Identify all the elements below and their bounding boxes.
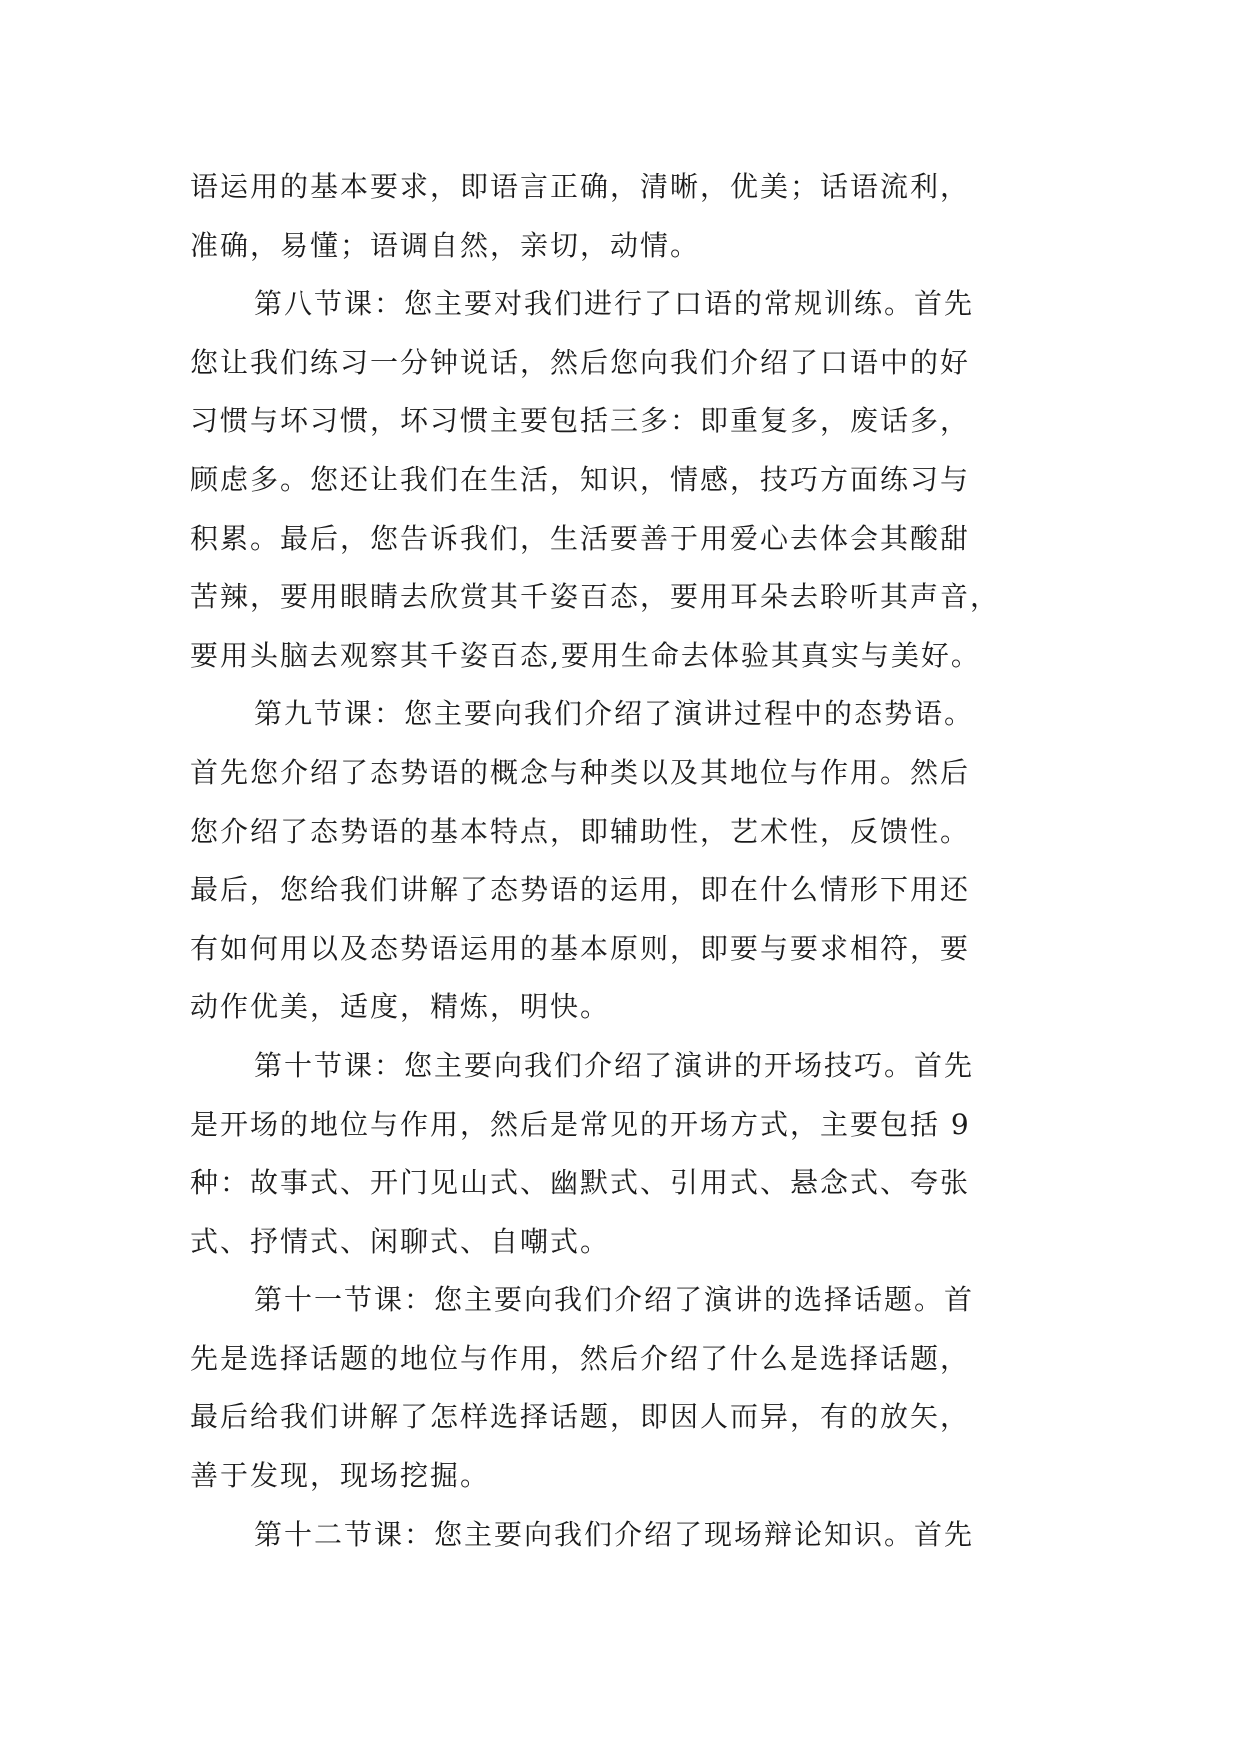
text-line: 最后给我们讲解了怎样选择话题，即因人而异，有的放矢， xyxy=(190,1400,971,1434)
text-line: 准确，易懂；语调自然，亲切，动情。 xyxy=(190,228,701,262)
text-line: 式、抒情式、闲聊式、自嘲式。 xyxy=(190,1224,611,1258)
paragraph-first-line: 第十一节课：您主要向我们介绍了演讲的选择话题。首 xyxy=(254,1283,975,1317)
text-line: 您让我们练习一分钟说话，然后您向我们介绍了口语中的好 xyxy=(190,345,971,379)
body-text xyxy=(190,158,1054,1564)
text-line: 最后，您给我们讲解了态势语的运用，即在什么情形下用还 xyxy=(190,873,971,907)
paragraph-first-line: 第十节课：您主要向我们介绍了演讲的开场技巧。首先 xyxy=(254,1048,975,1082)
text-line: 动作优美，适度，精炼，明快。 xyxy=(190,990,611,1024)
text-line: 苦辣，要用眼睛去欣赏其千姿百态，要用耳朵去聆听其声音， xyxy=(190,580,1001,614)
paragraph-first-line: 第九节课：您主要向我们介绍了演讲过程中的态势语。 xyxy=(254,697,975,731)
text-line: 是开场的地位与作用，然后是常见的开场方式，主要包括 9 xyxy=(190,1107,971,1141)
paragraph-first-line: 第十二节课：您主要向我们介绍了现场辩论知识。首先 xyxy=(254,1517,975,1551)
paragraph-first-line: 第八节课：您主要对我们进行了口语的常规训练。首先 xyxy=(254,287,975,321)
text-line: 善于发现，现场挖掘。 xyxy=(190,1459,491,1493)
text-line: 首先您介绍了态势语的概念与种类以及其地位与作用。然后 xyxy=(190,755,971,789)
text-line: 积累。最后，您告诉我们，生活要善于用爱心去体会其酸甜 xyxy=(190,521,971,555)
text-line: 种：故事式、开门见山式、幽默式、引用式、悬念式、夸张 xyxy=(190,1166,971,1200)
text-line: 语运用的基本要求，即语言正确，清晰，优美；话语流利， xyxy=(190,170,971,203)
text-line: 顾虑多。您还让我们在生活，知识，情感，技巧方面练习与 xyxy=(190,462,971,496)
text-line: 要用头脑去观察其千姿百态,要用生命去体验其真实与美好。 xyxy=(190,638,981,672)
text-line: 您介绍了态势语的基本特点，即辅助性，艺术性，反馈性。 xyxy=(190,814,971,848)
text-line: 习惯与坏习惯，坏习惯主要包括三多：即重复多，废话多， xyxy=(190,404,971,438)
text-line: 先是选择话题的地位与作用，然后介绍了什么是选择话题， xyxy=(190,1341,971,1375)
text-line: 有如何用以及态势语运用的基本原则，即要与要求相符，要 xyxy=(190,931,971,965)
